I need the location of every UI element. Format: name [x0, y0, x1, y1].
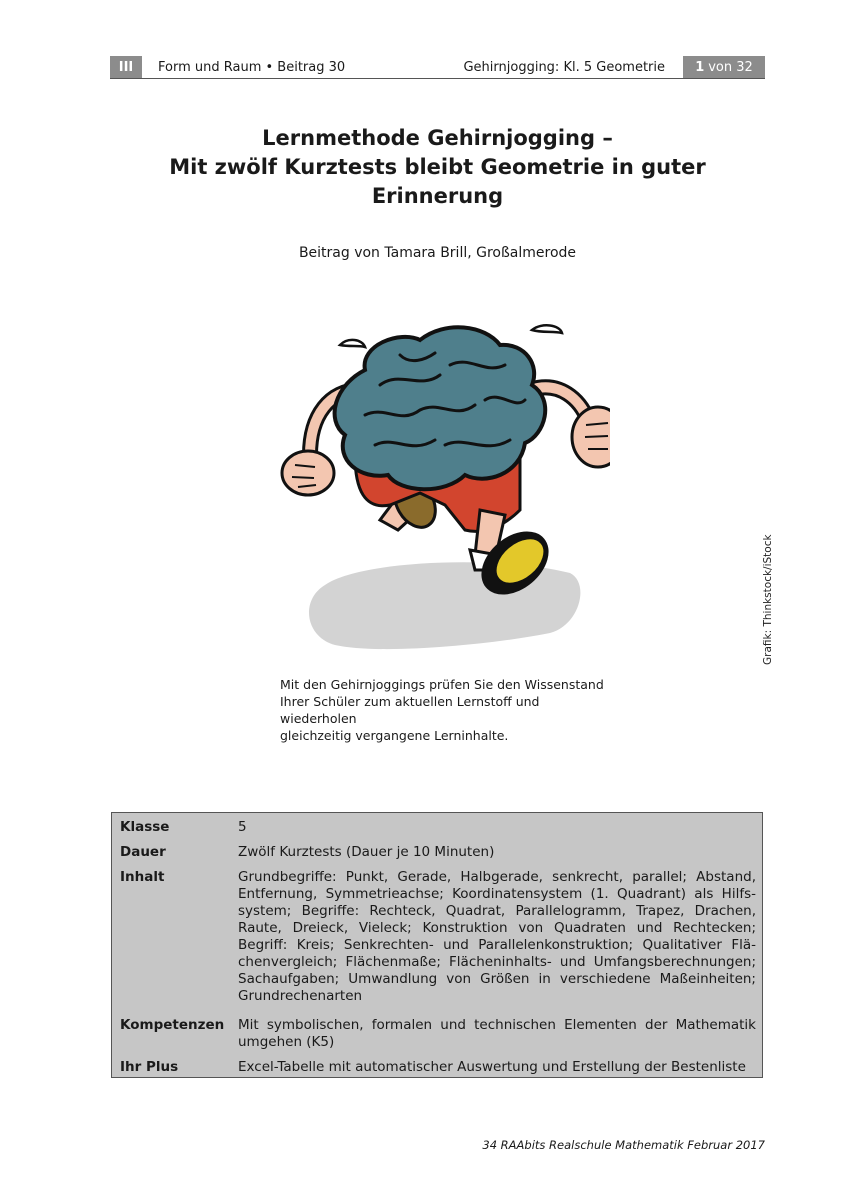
info-value: Mit symbolischen, formalen und technischen Elementen der Mathematik umgehen (K5)	[238, 1017, 756, 1050]
info-label: Kompetenzen	[120, 1017, 225, 1033]
info-value: Grundbegriffe: Punkt, Gerade, Halbgerade, senkrecht, parallel; Abstand, Entfernung, Symmetrieachse; Koordinatensystem (1. Quadrant) als Hilfssystem; Begriffe: Rechteck, Quadrat, Parallelogramm, Trapez, Drachen, Raute, Dreieck, Vieleck; Konstruktion von Quadraten und Rechtecken; Begriff: Kreis; Senkrechten- und Parallelenkonstruktion; Qualitativer Flächenvergleich; Flächenmaße; Flächeninhalts- und Umfangsberechnungen; Sachaufgaben; Umwandlung von Größen in verschiedene Maßeinheiten; Grundrechenarten	[238, 869, 756, 1004]
level-badge: III	[110, 56, 142, 78]
page-header	[110, 56, 765, 79]
image-caption	[280, 676, 620, 744]
image-credit: Grafik: Thinkstock/iStock	[762, 534, 774, 665]
info-label: Inhalt	[120, 869, 165, 885]
page-counter	[683, 56, 765, 78]
caption-line: Mit den Gehirnjoggings prüfen Sie den Wissenstand	[280, 677, 604, 692]
page-current: 1	[695, 59, 705, 75]
info-label: Klasse	[120, 819, 170, 835]
page-title	[110, 124, 765, 211]
title-line: Lernmethode Gehirnjogging –	[262, 126, 613, 150]
topic-label: Gehirnjogging: Kl. 5 Geometrie	[463, 60, 665, 75]
info-value: Zwölf Kurztests (Dauer je 10 Minuten)	[238, 844, 495, 860]
info-value: 5	[238, 819, 247, 835]
info-value: Excel-Tabelle mit automatischer Auswertung und Erstellung der Bestenliste	[238, 1059, 746, 1075]
title-line: Erinnerung	[371, 184, 504, 208]
page-total: von 32	[708, 59, 753, 75]
series-label: Form und Raum • Beitrag 30	[158, 60, 346, 75]
jogging-brain-illustration	[270, 315, 610, 660]
page-footer: 34 RAAbits Realschule Mathematik Februar 2017	[482, 1138, 765, 1152]
author-line: Beitrag von Tamara Brill, Großalmerode	[298, 245, 577, 261]
info-label: Ihr Plus	[120, 1059, 179, 1075]
info-label: Dauer	[120, 844, 166, 860]
overview-box	[111, 812, 763, 1078]
title-line: Mit zwölf Kurztests bleibt Geometrie in guter	[169, 155, 706, 179]
caption-line: Ihrer Schüler zum aktuellen Lernstoff und wiederholen	[280, 694, 540, 726]
caption-line: gleichzeitig vergangene Lerninhalte.	[280, 728, 509, 743]
